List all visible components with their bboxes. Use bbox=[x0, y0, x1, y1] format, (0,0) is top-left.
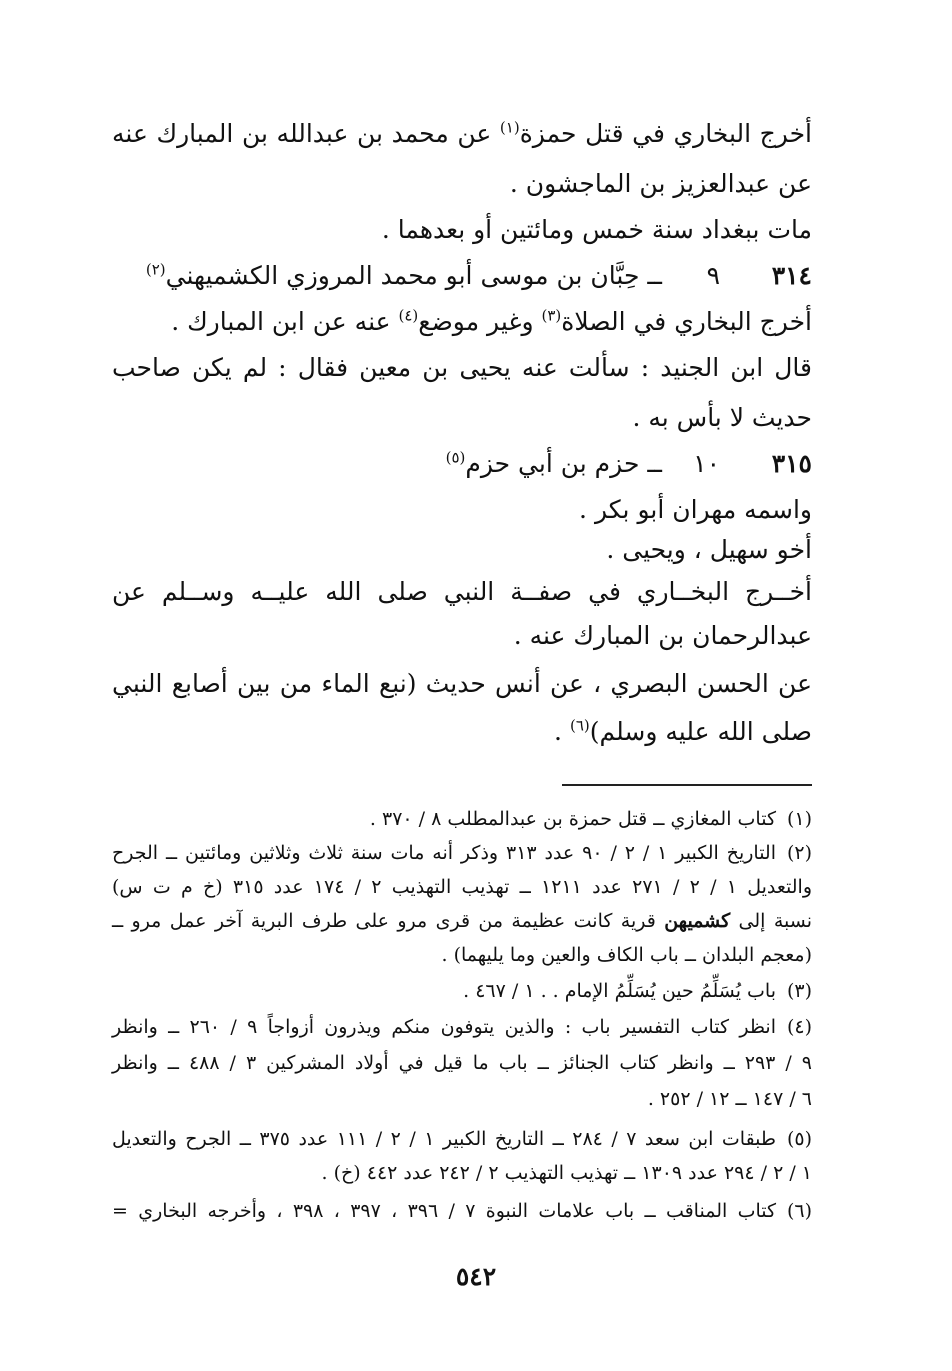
footnote-text bbox=[112, 906, 812, 936]
entry-sequence: ١٠ bbox=[693, 449, 720, 478]
footnote-ref[interactable]: (٥) bbox=[445, 448, 466, 467]
footnote-text: التاريخ الكبير ١ / ٢ / ٩٠ عدد ٣١٣ وذكر أنه مات سنة ثلاث وثلاثين ومائتين ــ الجرح bbox=[112, 842, 776, 864]
footnote-ref[interactable]: (١) bbox=[499, 118, 520, 137]
footnote-number: (٣) bbox=[786, 980, 812, 1002]
footnote-text: ٩ / ٢٩٣ ــ وانظر كتاب الجنائز ــ باب ما قيل في أولاد المشركين ٣ / ٤٨٨ ــ وانظر bbox=[112, 1052, 812, 1074]
body-text: وغير موضع bbox=[418, 307, 542, 336]
footnote-ref[interactable]: (٣) bbox=[541, 306, 562, 325]
body-text: عنه عن ابن المبارك . bbox=[171, 307, 399, 336]
entry-heading bbox=[146, 254, 662, 298]
body-line: قال ابن الجنيد : سألت عنه يحيى بن معين فقال : لم يكن صاحب bbox=[112, 353, 812, 382]
footnote-text: ١ / ٢ / ٢٩٤ عدد ١٣٠٩ ــ تهذيب التهذيب ٢ / ٢٤٢ عدد ٤٤٢ (خ) . bbox=[321, 1162, 812, 1184]
body-line bbox=[112, 112, 812, 156]
entry-name: ــ حِبَّان بن موسى أبو محمد المروزي الكشميهني bbox=[165, 261, 662, 290]
footnote-number: (٥) bbox=[786, 1128, 812, 1150]
footnote-ref[interactable]: (٦) bbox=[569, 716, 590, 735]
footnote-number: (٤) bbox=[786, 1016, 812, 1038]
body-line: مات ببغداد سنة خمس ومائتين أو بعدهما . bbox=[381, 215, 812, 244]
body-line: عن الحسن البصري ، عن أنس حديث (نبع الماء من بين أصابع النبي bbox=[112, 669, 812, 698]
body-line: واسمه مهران أبو بكر . bbox=[579, 495, 812, 524]
body-line bbox=[112, 710, 812, 754]
body-line: حديث لا بأس به . bbox=[632, 403, 812, 432]
footnote-ref[interactable]: (٤) bbox=[398, 306, 419, 325]
entry-heading bbox=[446, 442, 662, 486]
page-number: ٥٤٢ bbox=[455, 1262, 497, 1291]
footnote-ref[interactable]: (٢) bbox=[145, 260, 166, 279]
footnote-fragment: نسبة إلى bbox=[730, 910, 812, 932]
entry-sequence: ٩ bbox=[706, 261, 720, 290]
footnote-text: انظر كتاب التفسير باب : والذين يتوفون منكم ويذرون أزواجاً ٩ / ٢٦٠ ــ وانظر bbox=[112, 1016, 776, 1038]
body-text: أخرج البخاري في قتل حمزة bbox=[519, 119, 813, 148]
footnote-number: (١) bbox=[786, 808, 812, 830]
footnote-separator bbox=[562, 784, 812, 786]
footnote-text: والتعديل ١ / ٢ / ٢٧١ عدد ١٢١١ ــ تهذيب التهذيب ٢ / ١٧٤ عدد ٣١٥ (خ م ت س) bbox=[112, 876, 813, 898]
footnote-fragment: قرية كانت عظيمة من قرى مرو على طرف البرية آخر عمل مرو ــ bbox=[112, 910, 665, 932]
entry-name: ــ حزم بن أبي حزم bbox=[465, 449, 662, 478]
footnote-number: (٢) bbox=[786, 842, 812, 864]
body-line: عبدالرحمان بن المبارك عنه . bbox=[513, 621, 812, 650]
body-line: أخو سهيل ، ويحيى . bbox=[606, 535, 812, 564]
footnote-text: كتاب المناقب ــ باب علامات النبوة ٧ / ٣٩٦ ، ٣٩٧ ، ٣٩٨ ، وأخرجه البخاري = bbox=[112, 1200, 777, 1222]
footnote-text: (معجم البلدان ــ باب الكاف والعين وما يليهما) . bbox=[441, 944, 812, 966]
footnote-keyword: كشميهن bbox=[664, 910, 731, 932]
body-line bbox=[112, 300, 812, 344]
footnote-text: طبقات ابن سعد ٧ / ٢٨٤ ــ التاريخ الكبير ١ / ٢ / ١١١ عدد ٣٧٥ ــ الجرح والتعديل bbox=[112, 1128, 777, 1150]
body-line: أخــرج البخــاري في صفــة النبي صلى الله عليــه وســلم عن bbox=[112, 577, 812, 606]
body-text: صلى الله عليه وسلم) bbox=[589, 717, 812, 746]
footnote-text: ٦ / ١٤٧ ــ ١٢ / ٢٥٢ . bbox=[647, 1088, 812, 1110]
entry-number: ٣١٤ bbox=[771, 261, 812, 290]
footnote-text: باب يُسَلِّمُ حين يُسَلِّمُ الإمام . . ١ / ٤٦٧ . bbox=[463, 980, 776, 1002]
body-text: عن محمد بن عبدالله بن المبارك عنه bbox=[112, 119, 500, 148]
footnote-number: (٦) bbox=[786, 1200, 812, 1222]
body-line: عن عبدالعزيز بن الماجشون . bbox=[509, 169, 812, 198]
body-text: . bbox=[554, 717, 570, 746]
body-text: أخرج البخاري في الصلاة bbox=[561, 307, 812, 336]
entry-number: ٣١٥ bbox=[771, 449, 812, 478]
footnote-text: كتاب المغازي ــ قتل حمزة بن عبدالمطلب ٨ / ٣٧٠ . bbox=[369, 808, 776, 830]
